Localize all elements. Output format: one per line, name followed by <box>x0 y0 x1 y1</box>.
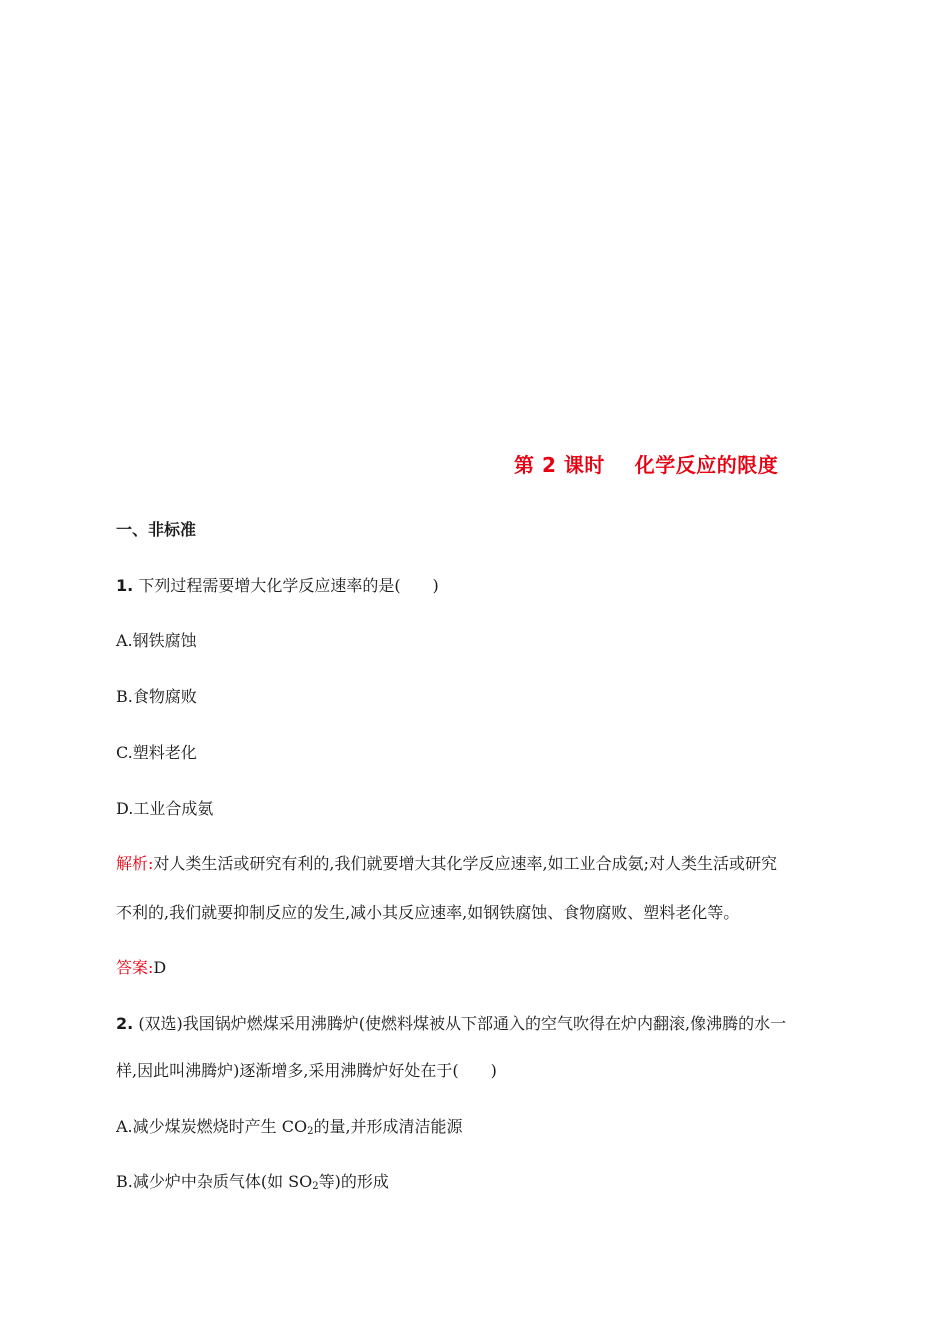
analysis-text-line-2: 不利的,我们就要抑制反应的发生,减小其反应速率,如钢铁腐蚀、食物腐败、塑料老化等。 <box>116 903 740 922</box>
analysis-label: 解析: <box>116 854 154 873</box>
section-heading: 一、非标准 <box>116 520 197 539</box>
option-a-subscript: 2 <box>307 1126 314 1137</box>
option-b-text-end: 等)的形成 <box>318 1172 389 1191</box>
answer-label: 答案: <box>116 958 154 977</box>
question-1-number: 1. <box>116 576 134 595</box>
question-2-stem-line-2: 样,因此叫沸腾炉)逐渐增多,采用沸腾炉好处在于( ) <box>116 1061 497 1080</box>
option-b-subscript: 2 <box>312 1181 319 1192</box>
question-2-stem-line-1: (双选)我国锅炉燃煤采用沸腾炉(使燃料煤被从下部通入的空气吹得在炉内翻滚,像沸腾的水一 <box>138 1014 787 1033</box>
question-1-option-c: C.塑料老化 <box>116 743 197 762</box>
question-1-answer <box>116 958 166 978</box>
question-1-option-d: D.工业合成氨 <box>116 799 214 818</box>
question-2-option-b <box>116 1172 389 1192</box>
question-1 <box>116 576 439 596</box>
question-2-option-a <box>116 1117 463 1137</box>
option-a-text-end: 的量,并形成清洁能源 <box>313 1117 463 1136</box>
question-1-option-a: A.钢铁腐蚀 <box>116 631 197 650</box>
page-title: 第 2 课时 化学反应的限度 <box>514 453 779 477</box>
analysis-text-line-1: 对人类生活或研究有利的,我们就要增大其化学反应速率,如工业合成氨;对人类生活或研究 <box>153 854 777 873</box>
option-a-text: A.减少煤炭燃烧时产生 CO <box>116 1117 308 1136</box>
question-2-number: 2. <box>116 1014 134 1033</box>
question-1-stem: 下列过程需要增大化学反应速率的是( ) <box>138 576 439 595</box>
answer-value: D <box>153 958 167 977</box>
question-1-analysis <box>116 854 777 874</box>
option-b-text: B.减少炉中杂质气体(如 SO <box>116 1172 313 1191</box>
question-2 <box>116 1014 786 1034</box>
question-1-option-b: B.食物腐败 <box>116 687 197 706</box>
